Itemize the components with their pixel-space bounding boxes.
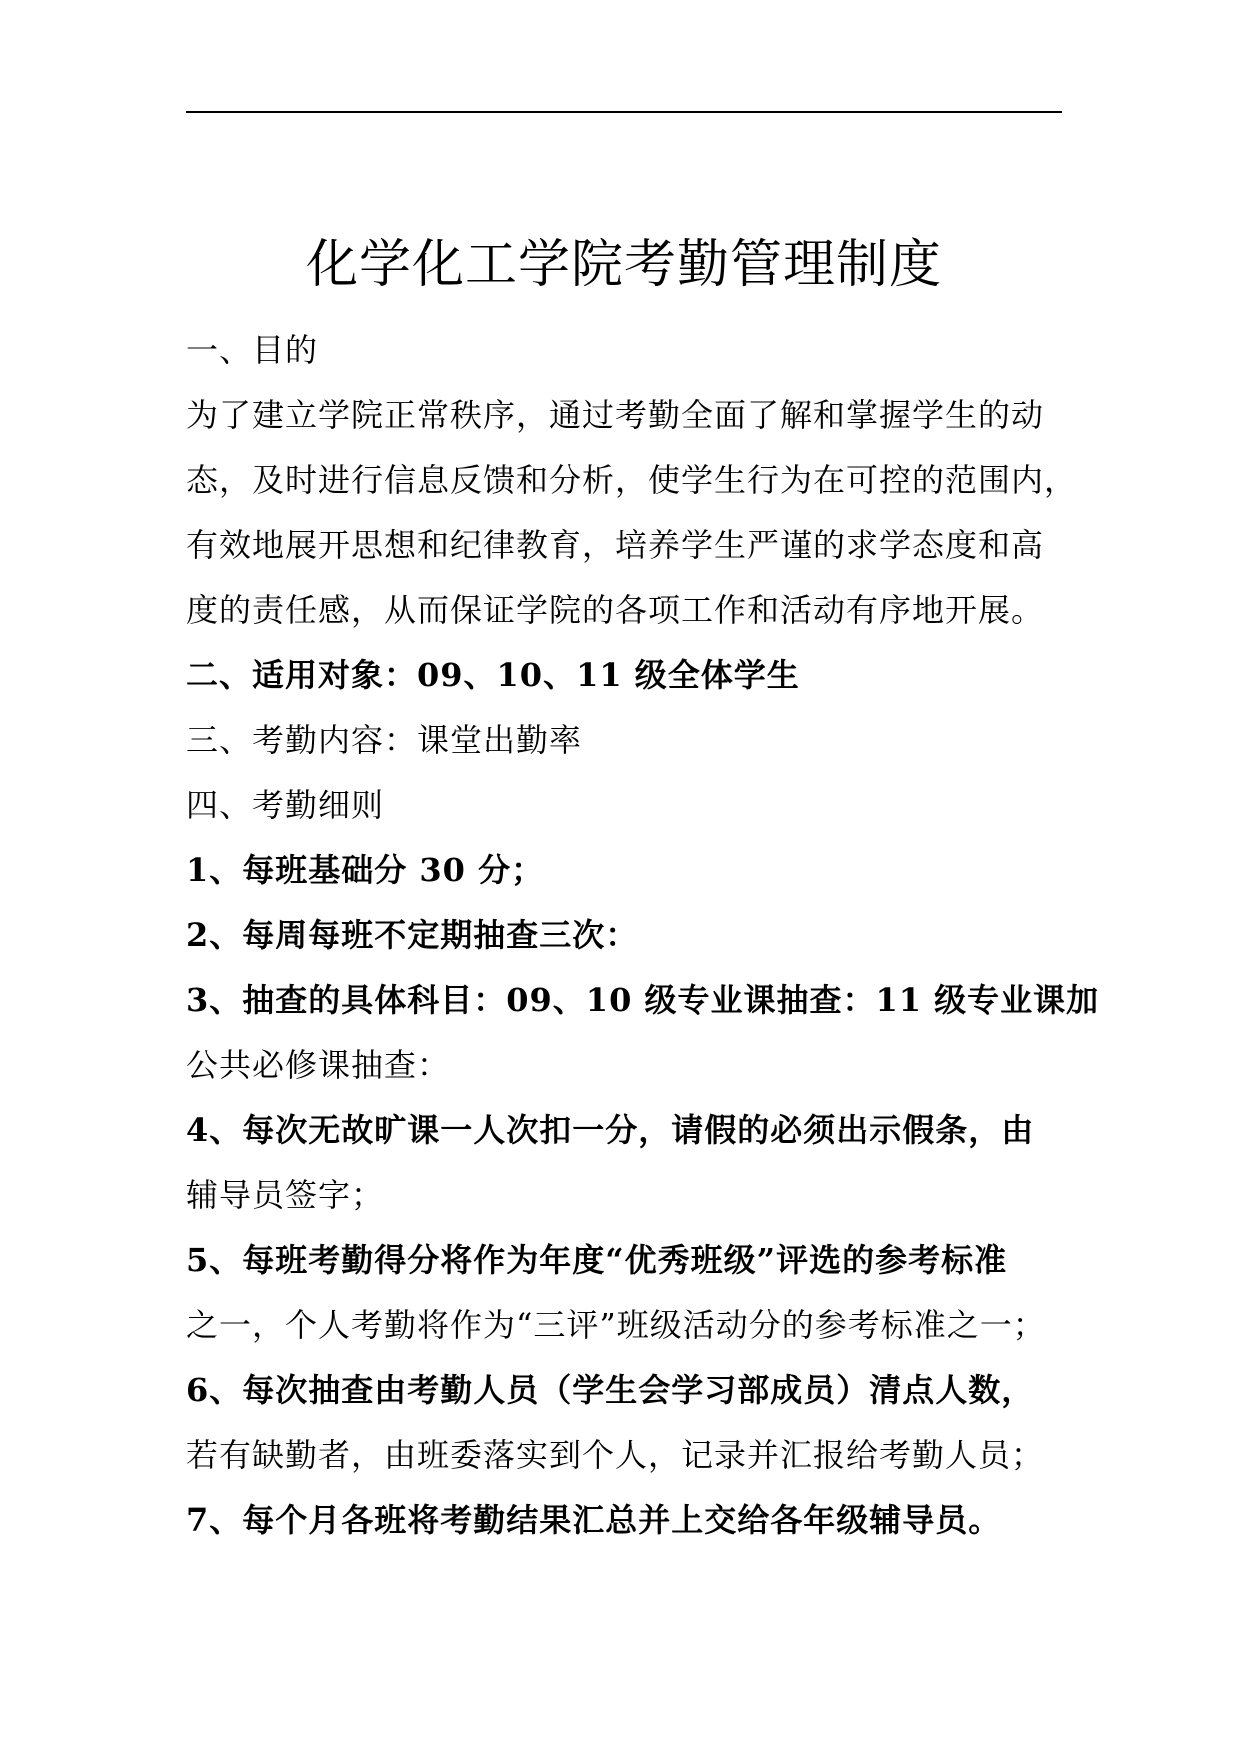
rule-item-continuation: 之一，个人考勤将作为“三评”班级活动分的参考标准之一；	[186, 1306, 1046, 1344]
paragraph-line: 有效地展开思想和纪律教育，培养学生严谨的求学态度和高	[186, 526, 1045, 564]
section-heading-purpose: 一、目的	[186, 331, 319, 369]
paragraph-line: 为了建立学院正常秩序，通过考勤全面了解和掌握学生的动	[186, 396, 1045, 434]
document-body	[186, 318, 1100, 1553]
section-heading-rules: 四、考勤细则	[186, 786, 385, 824]
rule-item: 4、每次无故旷课一人次扣一分，请假的必须出示假条，由	[186, 1111, 1035, 1149]
rule-item: 7、每个月各班将考勤结果汇总并上交给各年级辅导员。	[186, 1501, 1002, 1539]
rule-item-continuation: 辅导员签字；	[186, 1176, 385, 1214]
header-rule	[186, 111, 1062, 113]
rule-item: 6、每次抽查由考勤人员（学生会学习部成员）清点人数，	[186, 1371, 1035, 1409]
section-heading-content: 三、考勤内容：课堂出勤率	[186, 721, 583, 759]
rule-item: 3、抽查的具体科目：09、10 级专业课抽查：11 级专业课加	[186, 981, 1100, 1019]
rule-item-continuation: 若有缺勤者，由班委落实到个人，记录并汇报给考勤人员；	[186, 1436, 1045, 1474]
rule-item: 2、每周每班不定期抽查三次：	[186, 916, 639, 954]
section-heading-scope: 二、适用对象：09、10、11 级全体学生	[186, 656, 800, 694]
rule-item: 5、每班考勤得分将作为年度“优秀班级”评选的参考标准	[186, 1241, 1008, 1279]
paragraph-line: 态，及时进行信息反馈和分析，使学生行为在可控的范围内，	[186, 461, 1078, 499]
rule-item: 1、每班基础分 30 分；	[186, 851, 545, 889]
document-title: 化学化工学院考勤管理制度	[305, 235, 942, 295]
rule-item-continuation: 公共必修课抽查：	[186, 1046, 451, 1084]
paragraph-line: 度的责任感，从而保证学院的各项工作和活动有序地开展。	[186, 591, 1045, 629]
